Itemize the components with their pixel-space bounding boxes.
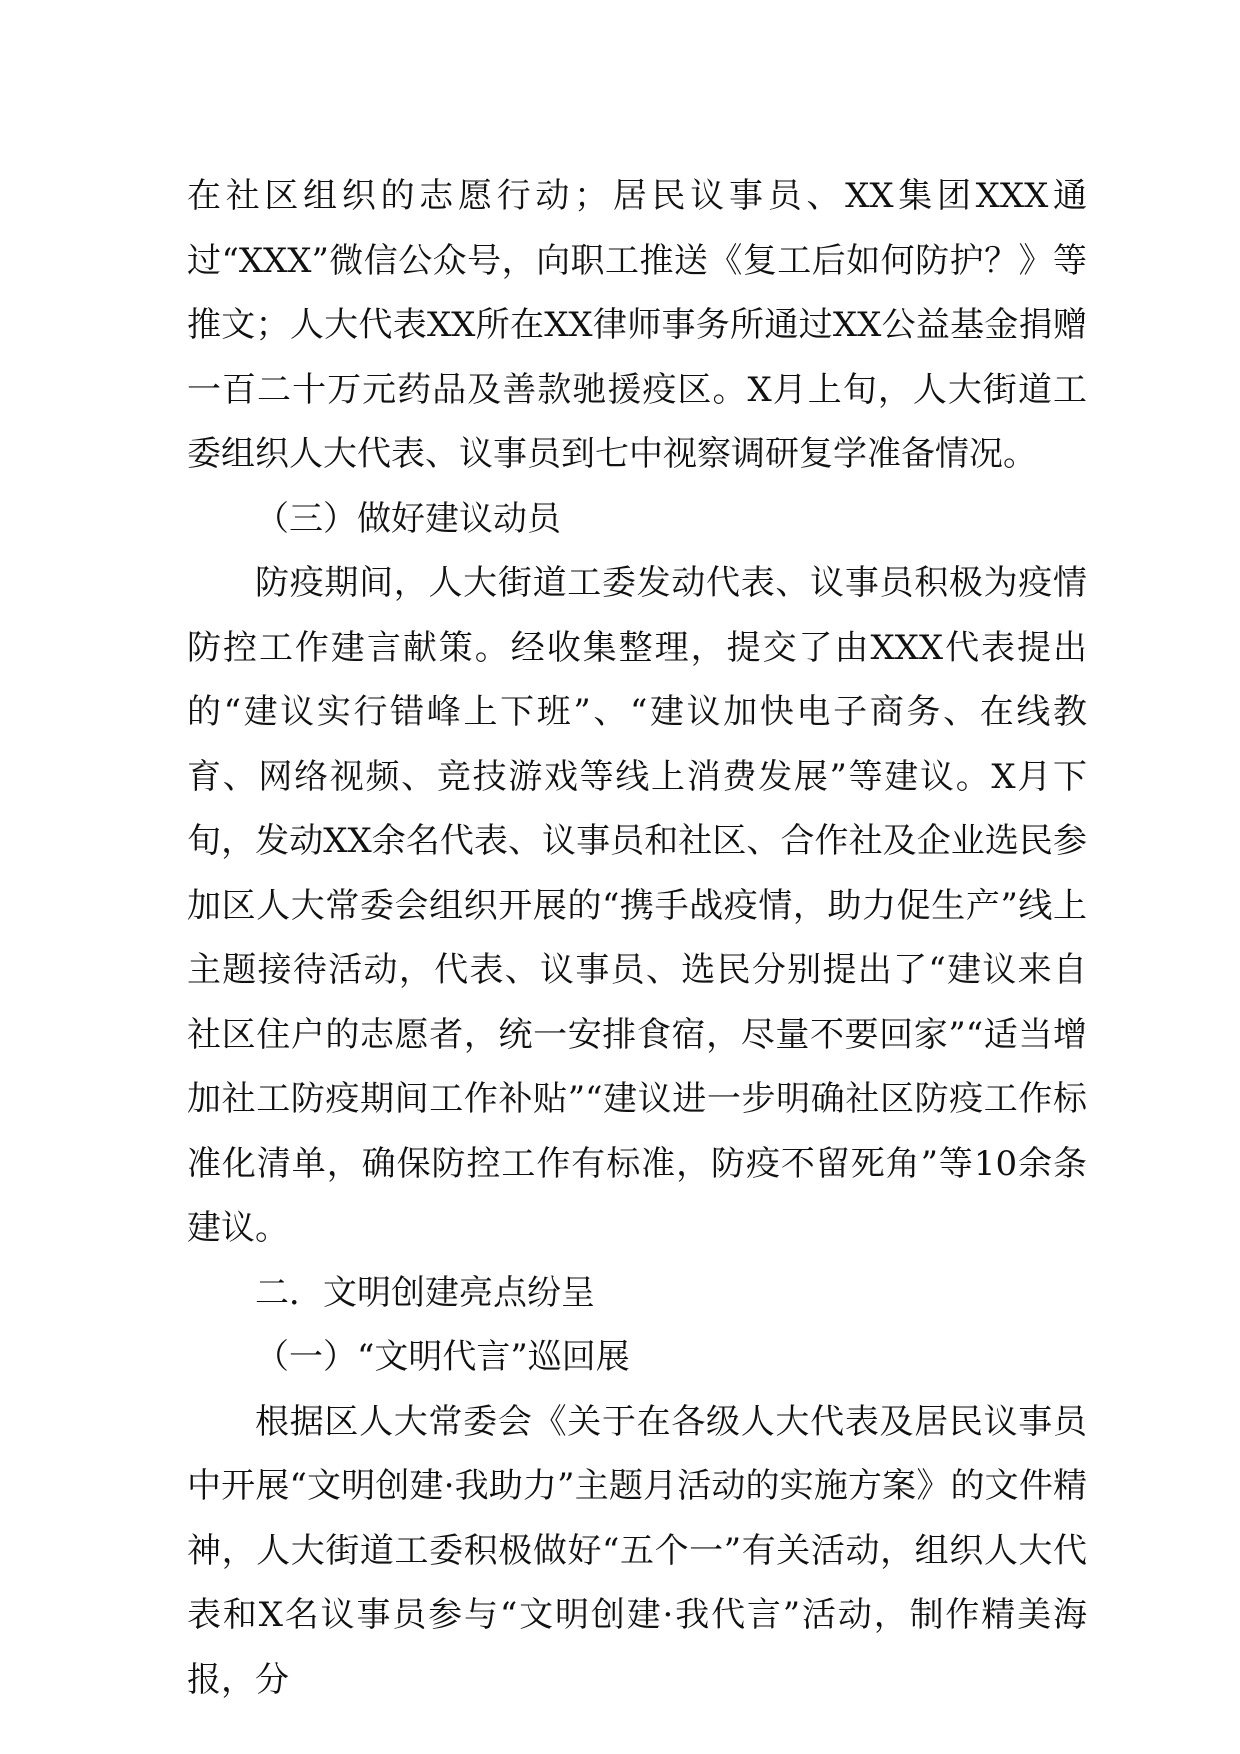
paragraph-proposals: 防疫期间，人大街道工委发动代表、议事员积极为疫情防控工作建言献策。经收集整理，提交了由XXX代表提出的“建议实行错峰上下班”、“建议加快电子商务、在线教育、网络视频、竞技游戏等线上消费发展”等建议。X月下旬，发动XX余名代表、议事员和社区、合作社及企业选民参加区人大常委会组织开展的“携手战疫情，助力促生产”线上主题接待活动，代表、议事员、选民分别提出了“建议来自社区住户的志愿者，统一安排食宿，尽量不要回家”“适当增加社工防疫期间工作补贴”“建议进一步明确社区防疫工作标准化清单，确保防控工作有标准，防疫不留死角”等10余条建议。 bbox=[187, 563, 1087, 1248]
paragraph-continuation: 在社区组织的志愿行动；居民议事员、XX集团XXX通过“XXX”微信公众号，向职工推送《复工后如何防护？》等推文；人大代表XX所在XX律师事务所通过XX公益基金捐赠一百二十万元药品及善款驰援疫区。X月上旬，人大街道工委组织人大代表、议事员到七中视察调研复学准备情况。 bbox=[187, 176, 1087, 474]
document-body bbox=[187, 164, 1087, 1712]
subsection-heading-civilization-endorsement: （一）“文明代言”巡回展 bbox=[255, 1337, 630, 1377]
section-heading-proposal-mobilization: （三）做好建议动员 bbox=[255, 498, 561, 539]
section-heading-civilization-creation: 二．文明创建亮点纷呈 bbox=[255, 1272, 595, 1313]
paragraph-implementation-plan: 根据区人大常委会《关于在各级人大代表及居民议事员中开展“文明创建·我助力”主题月活动的实施方案》的文件精神，人大街道工委积极做好“五个一”有关活动，组织人大代表和X名议事员参与“文明创建·我代言”活动，制作精美海报，分 bbox=[187, 1401, 1087, 1700]
